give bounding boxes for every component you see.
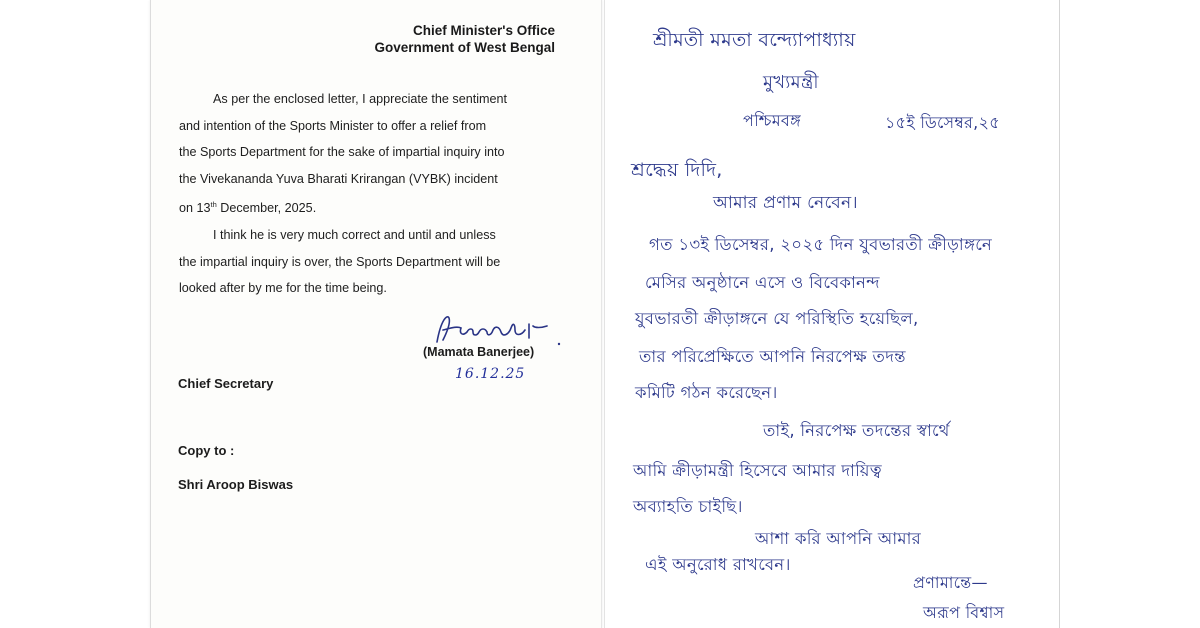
- date-rest: December, 2025.: [216, 201, 317, 215]
- copy-to-label: Copy to :: [178, 443, 235, 458]
- handwritten-line-body: তাই, নিরপেক্ষ তদন্তের স্বার্থে: [763, 421, 950, 440]
- handwritten-line-body: কমিটি গঠন করেছেন।: [635, 383, 778, 402]
- handwritten-line-body: অব্যাহতি চাইছি।: [633, 497, 743, 516]
- date-ordinal: th: [210, 200, 217, 209]
- handwritten-line-signature: অরূপ বিশ্বাস: [923, 603, 1005, 622]
- letterhead: [374, 22, 555, 56]
- paragraph-line: I think he is very much correct and until and unless: [213, 228, 496, 242]
- signature-date: 16.12.25: [455, 366, 526, 382]
- handwritten-line-body: আমি ক্রীড়ামন্ত্রী হিসেবে আমার দায়িত্ব: [633, 461, 882, 480]
- paragraph-1: [179, 86, 559, 222]
- handwritten-line-greeting: আমার প্রণাম নেবেন।: [713, 193, 858, 213]
- handwritten-line-body: গত ১৩ই ডিসেম্বর, ২০২৫ দিন যুবভারতী ক্রীড়াঙ্গনে: [649, 235, 992, 254]
- handwritten-line-body: মেসির অনুষ্ঠানে এসে ও বিবেকানন্দ: [645, 273, 880, 292]
- handwritten-line-state: পশ্চিমবঙ্গ: [743, 111, 802, 130]
- signee-name: (Mamata Banerjee): [423, 345, 535, 359]
- handwritten-letter-page: [604, 0, 1060, 628]
- signature-mark: [429, 310, 589, 350]
- handwritten-line-body: যুবভারতী ক্রীড়াঙ্গনে যে পরিস্থিতি হয়েছিল,: [635, 309, 919, 328]
- paragraph-line: the Sports Department for the sake of impartial inquiry into: [179, 145, 505, 159]
- recipient: Chief Secretary: [178, 376, 274, 391]
- typed-letter-page: [150, 0, 602, 628]
- paragraph-line: As per the enclosed letter, I appreciate the sentiment: [213, 92, 508, 106]
- handwritten-line-salutation: শ্রদ্ধেয় দিদি,: [631, 159, 723, 181]
- handwritten-line-body: আশা করি আপনি আমার: [755, 529, 922, 548]
- government-name: Government of West Bengal: [374, 40, 555, 55]
- paragraph-line: and intention of the Sports Minister to offer a relief from: [179, 118, 487, 133]
- handwritten-line-body: এই অনুরোধ রাখবেন।: [645, 555, 791, 574]
- paragraph-line: the Vivekananda Yuva Bharati Krirangan (VYBK) incident: [179, 171, 498, 186]
- office-name: Chief Minister's Office: [413, 23, 555, 38]
- handwritten-line-addressee: শ্রীমতী মমতা বন্দ্যোপাধ্যায়: [653, 29, 856, 51]
- paragraph-line: the impartial inquiry is over, the Sports Department will be: [179, 254, 501, 269]
- signature-block: [419, 310, 589, 390]
- copy-recipient: Shri Aroop Biswas: [178, 477, 294, 492]
- handwritten-line-closing: প্রণামান্তে—: [913, 573, 988, 592]
- paragraph-line: looked after by me for the time being.: [179, 281, 387, 295]
- paragraph-2: [179, 222, 559, 302]
- handwritten-line-body: তার পরিপ্রেক্ষিতে আপনি নিরপেক্ষ তদন্ত: [639, 347, 906, 366]
- handwritten-line-date: ১৫ই ডিসেম্বর,২৫: [885, 113, 1000, 132]
- date-day: on 13: [179, 201, 211, 215]
- handwritten-line-designation: মুখ্যমন্ত্রী: [763, 72, 819, 93]
- paragraph-line: [179, 192, 559, 222]
